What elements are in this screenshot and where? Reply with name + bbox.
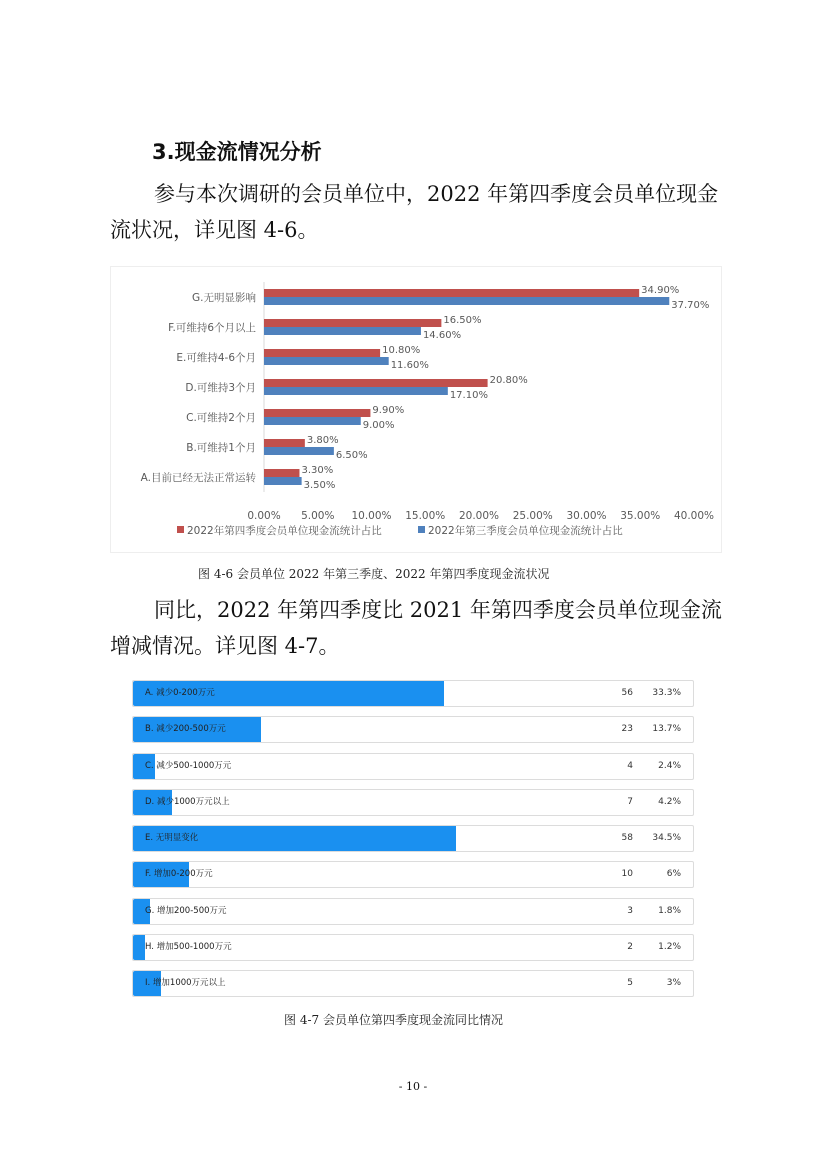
result-row <box>132 753 694 780</box>
data-label: 6.50% <box>335 450 368 461</box>
result-label: G. 增加200-500万元 <box>145 905 227 916</box>
cashflow-status-chart <box>110 266 722 553</box>
category-label: C.可维持2个月 <box>186 412 256 424</box>
bar-q4 <box>264 349 380 357</box>
data-label: 17.10% <box>449 390 488 401</box>
x-tick-label: 20.00% <box>458 510 500 522</box>
data-label: 9.90% <box>372 405 405 416</box>
result-count: 4 <box>627 760 633 771</box>
bar-q4 <box>264 379 488 387</box>
page-number: - 10 - <box>398 1080 428 1093</box>
result-label: A. 减少0-200万元 <box>145 688 215 698</box>
result-percent: 3% <box>666 978 681 989</box>
bar-q3 <box>264 387 448 395</box>
legend-label-q4: 2022年第四季度会员单位现金流统计占比 <box>187 525 382 537</box>
legend-label-q3: 2022年第三季度会员单位现金流统计占比 <box>428 525 623 537</box>
data-label: 20.80% <box>489 375 528 386</box>
figure-4-6-caption: 图 4-6 会员单位 2022 年第三季度、2022 年第四季度现金流状况 <box>198 567 550 581</box>
category-label: B.可维持1个月 <box>186 442 256 454</box>
data-label: 37.70% <box>671 300 710 311</box>
paragraph-2 <box>110 592 730 664</box>
result-label: D. 减少1000万元以上 <box>145 796 230 807</box>
result-percent: 6% <box>666 869 681 880</box>
data-label: 10.80% <box>382 345 421 356</box>
x-tick-label: 25.00% <box>512 510 553 522</box>
bar-q3 <box>264 417 361 425</box>
x-tick-label: 35.00% <box>620 510 661 522</box>
legend-swatch-q3 <box>418 526 425 533</box>
bar-q4 <box>264 469 299 477</box>
bar-q3 <box>264 447 334 455</box>
bar-q4 <box>264 289 639 297</box>
result-percent: 1.8% <box>658 905 681 916</box>
result-percent: 2.4% <box>658 760 681 771</box>
bar-q4 <box>264 319 441 327</box>
data-label: 3.80% <box>306 435 339 446</box>
data-label: 3.30% <box>301 465 334 476</box>
result-row <box>132 680 694 707</box>
category-label: F.可维持6个月以上 <box>168 322 256 334</box>
figure-4-7-caption: 图 4-7 会员单位第四季度现金流同比情况 <box>284 1013 503 1027</box>
category-label: E.可维持4-6个月 <box>176 352 256 364</box>
result-bar <box>133 935 145 960</box>
result-count: 56 <box>621 688 633 698</box>
result-row <box>132 825 694 852</box>
result-percent: 1.2% <box>658 942 681 953</box>
result-row <box>132 861 694 888</box>
result-row <box>132 934 694 961</box>
legend-swatch-q4 <box>177 526 184 533</box>
paragraph-2-text: 同比，2022 年第四季度比 2021 年第四季度会员单位现金流增减情况。详见图 4-7。 <box>110 598 722 658</box>
result-percent: 33.3% <box>652 688 681 698</box>
result-percent: 13.7% <box>652 724 681 735</box>
result-label: F. 增加0-200万元 <box>145 869 213 880</box>
data-label: 16.50% <box>443 315 482 326</box>
category-label: D.可维持3个月 <box>185 382 256 394</box>
data-label: 9.00% <box>362 420 395 431</box>
bar-q3 <box>264 357 389 365</box>
result-count: 2 <box>627 942 633 953</box>
x-tick-label: 15.00% <box>405 510 446 522</box>
result-row <box>132 898 694 925</box>
data-label: 14.60% <box>422 330 462 341</box>
bar-q4 <box>264 409 370 417</box>
result-percent: 34.5% <box>652 833 681 844</box>
data-label: 34.90% <box>641 285 680 296</box>
result-label: B. 减少200-500万元 <box>145 724 226 735</box>
data-label: 11.60% <box>390 360 429 371</box>
result-count: 10 <box>621 869 633 880</box>
result-label: C. 减少500-1000万元 <box>145 760 232 771</box>
bar-q3 <box>264 297 669 305</box>
result-count: 7 <box>627 796 633 807</box>
x-tick-label: 0.00% <box>247 510 281 522</box>
bar-q3 <box>264 327 421 335</box>
result-count: 23 <box>621 724 633 735</box>
result-percent: 4.2% <box>658 796 681 807</box>
result-label: I. 增加1000万元以上 <box>145 978 226 989</box>
result-label: E. 无明显变化 <box>145 833 199 844</box>
cashflow-status-chart-svg <box>111 267 721 552</box>
bar-q4 <box>264 439 305 447</box>
result-count: 58 <box>621 833 633 844</box>
result-row <box>132 716 694 743</box>
paragraph-1-text: 参与本次调研的会员单位中，2022 年第四季度会员单位现金流状况，详见图 4-6。 <box>110 182 719 242</box>
result-row <box>132 970 694 997</box>
data-label: 3.50% <box>303 480 336 491</box>
section-heading: 3.现金流情况分析 <box>152 140 322 164</box>
x-tick-label: 5.00% <box>301 510 335 522</box>
category-label: A.目前已经无法正常运转 <box>140 472 256 484</box>
result-count: 5 <box>627 978 633 989</box>
result-count: 3 <box>627 905 633 916</box>
result-row <box>132 789 694 816</box>
bar-q3 <box>264 477 302 485</box>
category-label: G.无明显影响 <box>192 292 256 304</box>
paragraph-1 <box>110 176 730 248</box>
cashflow-yoy-chart <box>132 680 694 1007</box>
result-label: H. 增加500-1000万元 <box>145 942 232 953</box>
x-tick-label: 30.00% <box>566 510 607 522</box>
x-tick-label: 10.00% <box>351 510 392 522</box>
x-tick-label: 40.00% <box>673 510 715 522</box>
